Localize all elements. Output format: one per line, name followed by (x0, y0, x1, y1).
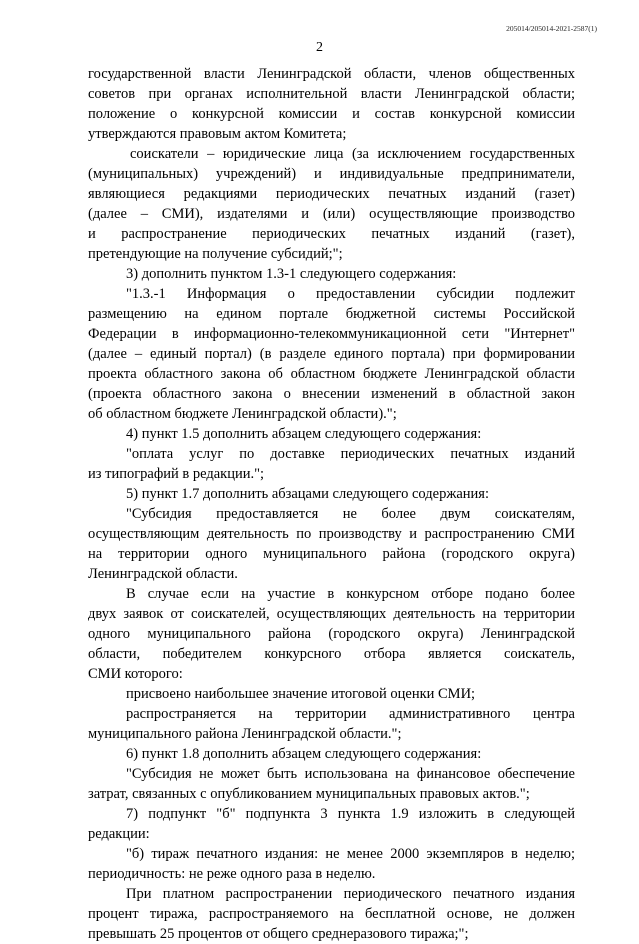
text-line: на территории одного муниципального района (городского округа) (88, 546, 575, 562)
text-line: соискатели – юридические лица (за исключением государственных (130, 146, 575, 162)
text-line: утверждаются правовым актом Комитета; (88, 126, 347, 142)
text-line: претендующие на получение субсидий;"; (88, 246, 343, 262)
document-body (88, 64, 575, 944)
text-line: При платном распространении периодического печатного издания (126, 886, 575, 902)
text-line: периодичность: не реже одного раза в неделю. (88, 866, 376, 882)
text-line: "оплата услуг по доставке периодических печатных изданий (126, 446, 575, 462)
text-line: проекта областного закона об областном бюджете Ленинградской области (88, 366, 575, 382)
text-line: (проекта областного закона о внесении изменений в областной закон (88, 386, 575, 402)
text-line: затрат, связанных с опубликованием муниципальных правовых актов."; (88, 786, 530, 802)
text-line: 3) дополнить пунктом 1.3-1 следующего содержания: (126, 266, 457, 282)
text-line: 7) подпункт "б" подпункта 3 пункта 1.9 изложить в следующей (126, 806, 575, 822)
text-line: муниципального района Ленинградской области."; (88, 726, 402, 742)
text-line: (далее – СМИ), издателями и (или) осуществляющие производство (88, 206, 575, 222)
document-id: 205014/205014-2021-2587(1) (506, 24, 597, 33)
text-line: Федерации в информационно-телекоммуникационной сети "Интернет" (88, 326, 575, 342)
text-line: 5) пункт 1.7 дополнить абзацами следующего содержания: (126, 486, 489, 502)
text-line: области, победителем конкурсного отбора является соискатель, (88, 646, 575, 662)
text-line: присвоено наибольшее значение итоговой оценки СМИ; (126, 686, 476, 702)
text-line: 6) пункт 1.8 дополнить абзацем следующего содержания: (126, 746, 482, 762)
text-line: и распространение периодических печатных изданий (газет), (88, 226, 575, 242)
text-line: "1.3.-1 Информация о предоставлении субсидии подлежит (126, 286, 575, 302)
text-line: "Субсидия не может быть использована на финансовое обеспечение (126, 766, 575, 782)
text-line: распространяется на территории административного центра (126, 706, 575, 722)
text-line: об областном бюджете Ленинградской области)."; (88, 406, 397, 422)
text-line: редакции: (88, 826, 150, 842)
text-line: (муниципальных) учреждений) и индивидуальные предприниматели, (88, 166, 575, 182)
text-line: советов при органах исполнительной власти Ленинградской области; (88, 86, 575, 102)
text-line: 4) пункт 1.5 дополнить абзацем следующего содержания: (126, 426, 482, 442)
text-line: (далее – единый портал) (в разделе единого портала) при формировании (88, 346, 575, 362)
text-line: превышать 25 процентов от общего среднеразового тиража;"; (88, 926, 469, 942)
text-line: СМИ которого: (88, 666, 183, 682)
text-line: "б) тираж печатного издания: не менее 2000 экземпляров в неделю; (126, 846, 575, 862)
text-line: "Субсидия предоставляется не более двум соискателям, (126, 506, 575, 522)
text-line: положение о конкурсной комиссии и состав конкурсной комиссии (88, 106, 575, 122)
text-line: размещению на едином портале бюджетной системы Российской (88, 306, 575, 322)
text-line: из типографий в редакции."; (88, 466, 265, 482)
text-line: осуществляющим деятельность по производству и распространению СМИ (88, 526, 575, 542)
text-line: являющиеся редакциями периодических печатных изданий (газет) (88, 186, 575, 202)
text-line: Ленинградской области. (88, 566, 238, 582)
page-number: 2 (316, 40, 323, 55)
text-line: одного муниципального района (городского округа) Ленинградской (88, 626, 575, 642)
text-line: государственной власти Ленинградской области, членов общественных (88, 66, 575, 82)
text-line: В случае если на участие в конкурсном отборе подано более (126, 586, 575, 602)
text-line: двух заявок от соискателей, осуществляющих деятельность на территории (88, 606, 575, 622)
text-line: процент тиража, распространяемого на бесплатной основе, не должен (88, 906, 575, 922)
